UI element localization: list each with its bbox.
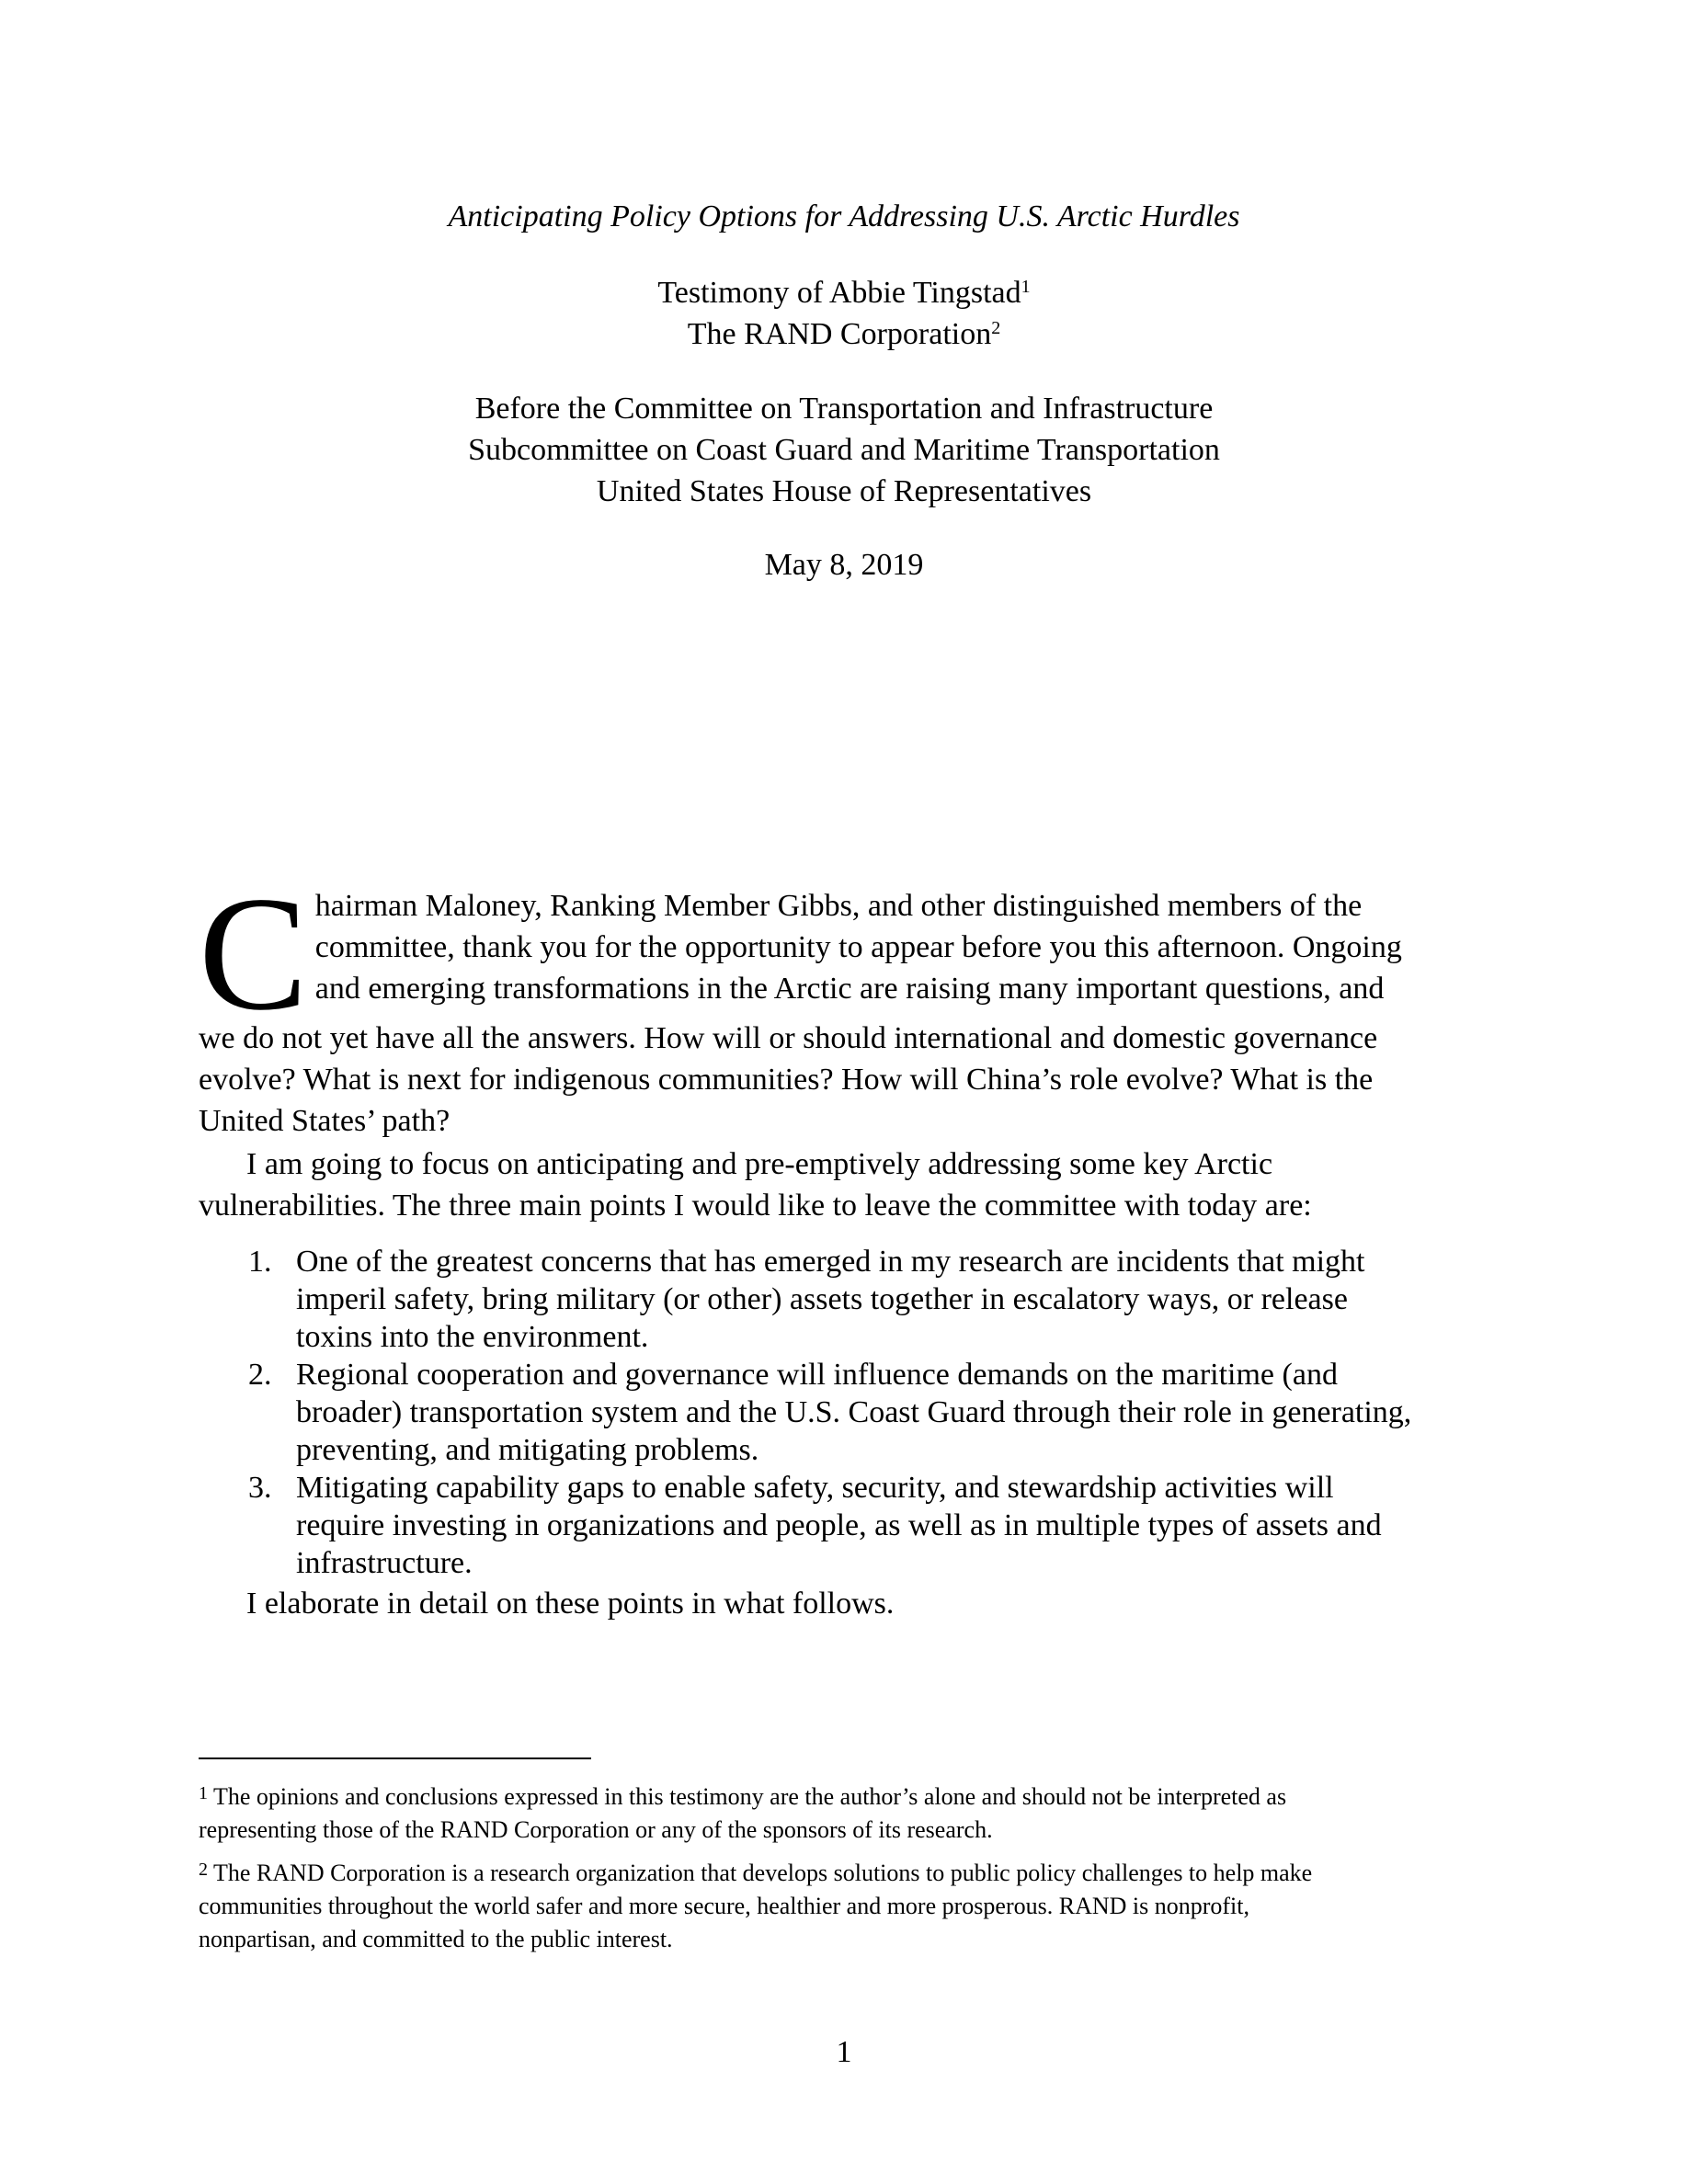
list-line: Mitigating capability gaps to enable safety, security, and stewardship activities will bbox=[296, 1471, 1334, 1505]
paragraph-line: I am going to focus on anticipating and pre-emptively addressing some key Arctic bbox=[246, 1147, 1273, 1181]
intro-line: and emerging transformations in the Arctic are raising many important questions, and bbox=[314, 972, 1385, 1006]
footnote-ref-2[interactable]: 2 bbox=[991, 318, 1001, 338]
list-line: imperil safety, bring military (or other) assets together in escalatory ways, or release bbox=[296, 1282, 1348, 1316]
list-line: preventing, and mitigating problems. bbox=[296, 1433, 759, 1467]
subcommittee-line: Subcommittee on Coast Guard and Maritime Transportation bbox=[468, 433, 1220, 467]
list-line: require investing in organizations and people, as well as in multiple types of assets and bbox=[296, 1508, 1382, 1542]
footnote-2 bbox=[199, 1857, 1504, 1956]
document-title: Anticipating Policy Options for Addressing U.S. Arctic Hurdles bbox=[448, 199, 1240, 233]
list-number: 3. bbox=[248, 1471, 272, 1505]
testimony-date: May 8, 2019 bbox=[764, 548, 924, 582]
footnote-1 bbox=[199, 1780, 1504, 1847]
footnote-line: communities throughout the world safer and more secure, healthier and more prosperous. RAND is nonprofit, bbox=[199, 1893, 1249, 1919]
list-line: infrastructure. bbox=[296, 1546, 473, 1580]
focus-paragraph bbox=[199, 1143, 1495, 1226]
footnote-divider bbox=[199, 1757, 591, 1759]
drop-cap: C bbox=[199, 862, 308, 1044]
closing-sentence: I elaborate in detail on these points in what follows. bbox=[246, 1587, 895, 1621]
list-line: Regional cooperation and governance will influence demands on the maritime (and bbox=[296, 1358, 1338, 1392]
footnote-text: The opinions and conclusions expressed in this testimony are the author’s alone and should not be interpreted as bbox=[213, 1783, 1287, 1810]
footnote-line: representing those of the RAND Corporation or any of the sponsors of its research. bbox=[199, 1816, 993, 1843]
testimony-block bbox=[0, 272, 1688, 355]
main-points-list bbox=[248, 1243, 1517, 1582]
organization-line bbox=[0, 313, 1688, 355]
list-number: 1. bbox=[248, 1245, 272, 1279]
footnote-mark: 1 bbox=[199, 1783, 208, 1803]
testimony-line bbox=[0, 272, 1688, 313]
list-number: 2. bbox=[248, 1358, 272, 1392]
list-item bbox=[248, 1469, 1517, 1582]
list-item bbox=[248, 1356, 1517, 1469]
list-item bbox=[248, 1243, 1517, 1356]
footnote-line bbox=[199, 1857, 1504, 1890]
organization-text: The RAND Corporation bbox=[687, 317, 992, 351]
intro-paragraph bbox=[199, 862, 1495, 1142]
list-line: broader) transportation system and the U.S. Coast Guard through their role in generating, bbox=[296, 1395, 1412, 1429]
house-line: United States House of Representatives bbox=[596, 474, 1092, 508]
intro-line: committee, thank you for the opportunity to appear before you this afternoon. Ongoing bbox=[314, 930, 1402, 964]
footnote-line: nonpartisan, and committed to the public interest. bbox=[199, 1926, 673, 1952]
committee-line: Before the Committee on Transportation and Infrastructure bbox=[474, 392, 1214, 426]
footnote-mark: 2 bbox=[199, 1860, 208, 1880]
list-line: One of the greatest concerns that has emerged in my research are incidents that might bbox=[296, 1245, 1365, 1279]
footnote-line bbox=[199, 1780, 1504, 1814]
intro-line: evolve? What is next for indigenous communities? How will China’s role evolve? What is the bbox=[199, 1063, 1374, 1097]
footnote-ref-1[interactable]: 1 bbox=[1021, 277, 1031, 297]
intro-line: United States’ path? bbox=[199, 1104, 451, 1138]
page-number: 1 bbox=[836, 2035, 852, 2069]
intro-line: we do not yet have all the answers. How will or should international and domestic governance bbox=[199, 1021, 1378, 1055]
paragraph-line: vulnerabilities. The three main points I would like to leave the committee with today are: bbox=[199, 1189, 1312, 1223]
committee-block bbox=[0, 388, 1688, 512]
list-line: toxins into the environment. bbox=[296, 1320, 649, 1354]
footnote-text: The RAND Corporation is a research organization that develops solutions to public policy challenges to help make bbox=[213, 1860, 1313, 1886]
testimony-text: Testimony of Abbie Tingstad bbox=[657, 276, 1021, 310]
intro-line: hairman Maloney, Ranking Member Gibbs, and other distinguished members of the bbox=[314, 889, 1363, 923]
